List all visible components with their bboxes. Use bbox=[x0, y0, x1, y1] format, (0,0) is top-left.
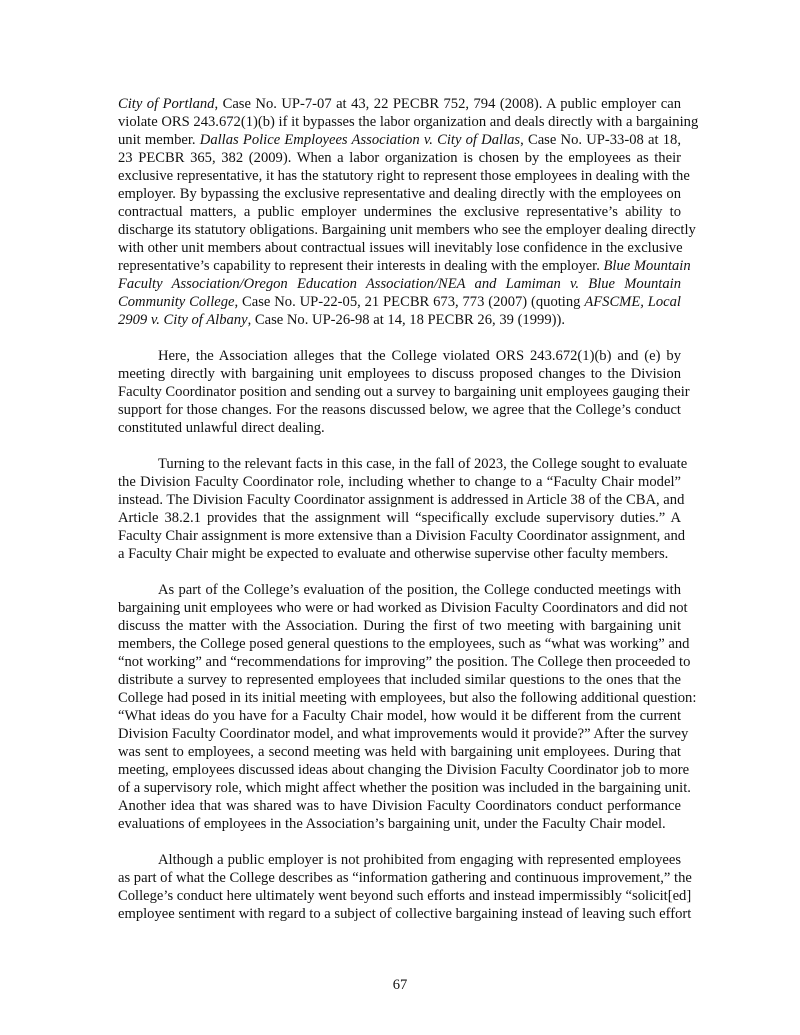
text-run: Another idea that was shared was to have Division Faculty Coordinators conduct performance bbox=[118, 798, 681, 814]
text-line bbox=[118, 707, 681, 725]
text-run: Faculty Chair assignment is more extensive than a Division Faculty Coordinator assignment, and bbox=[118, 528, 686, 544]
text-run: College’s conduct here ultimately went beyond such efforts and instead impermissibly “solicit[ed] bbox=[118, 888, 692, 904]
text-run: violate ORS 243.672(1)(b) if it bypasses the labor organization and deals directly with a bargaining bbox=[118, 114, 699, 130]
italic-citation: Faculty Association/Oregon Education Association/NEA and Lamiman v. Blue Mountain bbox=[118, 276, 681, 292]
text-run: , Case No. UP-22-05, 21 PECBR 673, 773 (2007) (quoting bbox=[234, 294, 585, 310]
text-run: evaluations of employees in the Association’s bargaining unit, under the Faculty Chair model. bbox=[118, 816, 666, 832]
text-run: , Case No. UP-26-98 at 14, 18 PECBR 26, 39 (1999)). bbox=[247, 312, 565, 328]
text-run: College had posed in its initial meeting with employees, but also the following additional question: bbox=[118, 690, 697, 706]
paragraph bbox=[118, 347, 690, 437]
text-line bbox=[118, 635, 690, 653]
italic-citation: City of Portland bbox=[118, 96, 215, 112]
text-line bbox=[118, 419, 681, 437]
text-run: “not working” and “recommendations for improving” the position. The College then proceeded to bbox=[118, 654, 691, 670]
text-line bbox=[118, 725, 689, 743]
text-line bbox=[118, 293, 681, 311]
text-line bbox=[118, 185, 681, 203]
text-line bbox=[118, 797, 681, 815]
text-line bbox=[118, 581, 681, 599]
text-line bbox=[118, 527, 686, 545]
text-run: discharge its statutory obligations. Bargaining unit members who see the employer dealing directly bbox=[118, 222, 696, 238]
text-run: unit member. bbox=[118, 132, 200, 148]
text-line bbox=[118, 689, 697, 707]
text-line bbox=[118, 761, 690, 779]
text-run: exclusive representative, it has the statutory right to represent those employees in dealing with the bbox=[118, 168, 690, 184]
text-line bbox=[118, 617, 681, 635]
text-line bbox=[118, 131, 681, 149]
text-run: 23 PECBR 365, 382 (2009). When a labor organization is chosen by the employees as their bbox=[118, 150, 681, 166]
italic-citation: Community College bbox=[118, 294, 235, 310]
text-run: was sent to employees, a second meeting was held with bargaining unit employees. During that bbox=[118, 744, 681, 760]
text-line bbox=[118, 653, 691, 671]
text-run: distribute a survey to represented employees that included similar questions to the ones that the bbox=[118, 672, 681, 688]
text-run: Division Faculty Coordinator model, and what improvements would it provide?” After the survey bbox=[118, 726, 689, 742]
text-line bbox=[118, 113, 699, 131]
text-run: Turning to the relevant facts in this case, in the fall of 2023, the College sought to evaluate bbox=[158, 456, 688, 472]
text-run: a Faculty Chair might be expected to evaluate and otherwise supervise other faculty members. bbox=[118, 546, 669, 562]
text-run: with other unit members about contractual issues will inevitably lose confidence in the exclusive bbox=[118, 240, 683, 256]
text-line bbox=[118, 149, 681, 167]
text-line bbox=[118, 905, 692, 923]
text-line bbox=[118, 599, 688, 617]
text-run: members, the College posed general questions to the employees, such as “what was working” and bbox=[118, 636, 690, 652]
text-line bbox=[118, 347, 681, 365]
text-line bbox=[118, 779, 691, 797]
text-run: discuss the matter with the Association. During the first of two meeting with bargaining unit bbox=[118, 618, 681, 634]
text-run: Faculty Coordinator position and sending out a survey to bargaining unit employees gauging their bbox=[118, 384, 690, 400]
text-run: Although a public employer is not prohibited from engaging with represented employees bbox=[158, 852, 681, 868]
text-run: , Case No. UP-7-07 at 43, 22 PECBR 752, 794 (2008). A public employer can bbox=[214, 96, 682, 112]
text-run: representative’s capability to represent their interests in dealing with the employer. bbox=[118, 258, 604, 274]
paragraph bbox=[118, 95, 699, 329]
text-line bbox=[118, 509, 681, 527]
text-run: As part of the College’s evaluation of the position, the College conducted meetings with bbox=[158, 582, 681, 598]
text-line bbox=[118, 383, 690, 401]
text-line bbox=[118, 221, 696, 239]
text-line bbox=[118, 851, 681, 869]
text-run: meeting directly with bargaining unit employees to discuss proposed changes to the Division bbox=[118, 366, 681, 382]
text-line bbox=[118, 869, 692, 887]
text-run: constituted unlawful direct dealing. bbox=[118, 420, 325, 436]
body-text bbox=[118, 95, 699, 941]
text-line bbox=[118, 545, 681, 563]
text-line bbox=[118, 743, 681, 761]
text-line bbox=[118, 275, 681, 293]
text-run: contractual matters, a public employer undermines the exclusive representative’s ability to bbox=[118, 204, 681, 220]
text-run: meeting, employees discussed ideas about changing the Division Faculty Coordinator job to more bbox=[118, 762, 690, 778]
text-line bbox=[118, 671, 681, 689]
text-line bbox=[118, 491, 685, 509]
text-line bbox=[118, 365, 681, 383]
text-run: employee sentiment with regard to a subject of collective bargaining instead of leaving such effort bbox=[118, 906, 692, 922]
text-line bbox=[118, 311, 681, 329]
text-run: employer. By bypassing the exclusive representative and dealing directly with the employees on bbox=[118, 186, 681, 202]
text-run: “What ideas do you have for a Faculty Chair model, how would it be different from the current bbox=[118, 708, 681, 724]
text-line bbox=[118, 401, 681, 419]
italic-citation: Blue Mountain bbox=[603, 258, 691, 274]
text-line bbox=[118, 95, 681, 113]
text-line bbox=[118, 887, 692, 905]
text-run: of a supervisory role, which might affect whether the position was included in the bargaining unit. bbox=[118, 780, 691, 796]
text-run: , Case No. UP-33-08 at 18, bbox=[520, 132, 681, 148]
text-run: instead. The Division Faculty Coordinator assignment is addressed in Article 38 of the CBA, and bbox=[118, 492, 685, 508]
text-run: support for those changes. For the reasons discussed below, we agree that the College’s conduct bbox=[118, 402, 681, 418]
text-run: bargaining unit employees who were or had worked as Division Faculty Coordinators and did not bbox=[118, 600, 688, 616]
paragraph bbox=[118, 455, 688, 563]
italic-citation: Dallas Police Employees Association v. City of Dallas bbox=[199, 132, 521, 148]
text-run: Here, the Association alleges that the College violated ORS 243.672(1)(b) and (e) by bbox=[158, 348, 681, 364]
italic-citation: AFSCME, Local bbox=[584, 294, 681, 310]
page-number: 67 bbox=[392, 977, 408, 993]
paragraph bbox=[118, 581, 697, 833]
text-run: the Division Faculty Coordinator role, including whether to change to a “Faculty Chair model” bbox=[118, 474, 681, 490]
text-run: Article 38.2.1 provides that the assignment will “specifically exclude supervisory duties.” A bbox=[118, 510, 681, 526]
text-line bbox=[118, 257, 691, 275]
text-line bbox=[118, 203, 681, 221]
text-run: as part of what the College describes as “information gathering and continuous improvement,” the bbox=[118, 870, 692, 886]
text-line bbox=[118, 815, 681, 833]
paragraph bbox=[118, 851, 692, 923]
text-line bbox=[118, 473, 681, 491]
italic-citation: 2909 v. City of Albany bbox=[118, 312, 248, 328]
text-line bbox=[118, 455, 688, 473]
text-line bbox=[118, 167, 690, 185]
text-line bbox=[118, 239, 681, 257]
